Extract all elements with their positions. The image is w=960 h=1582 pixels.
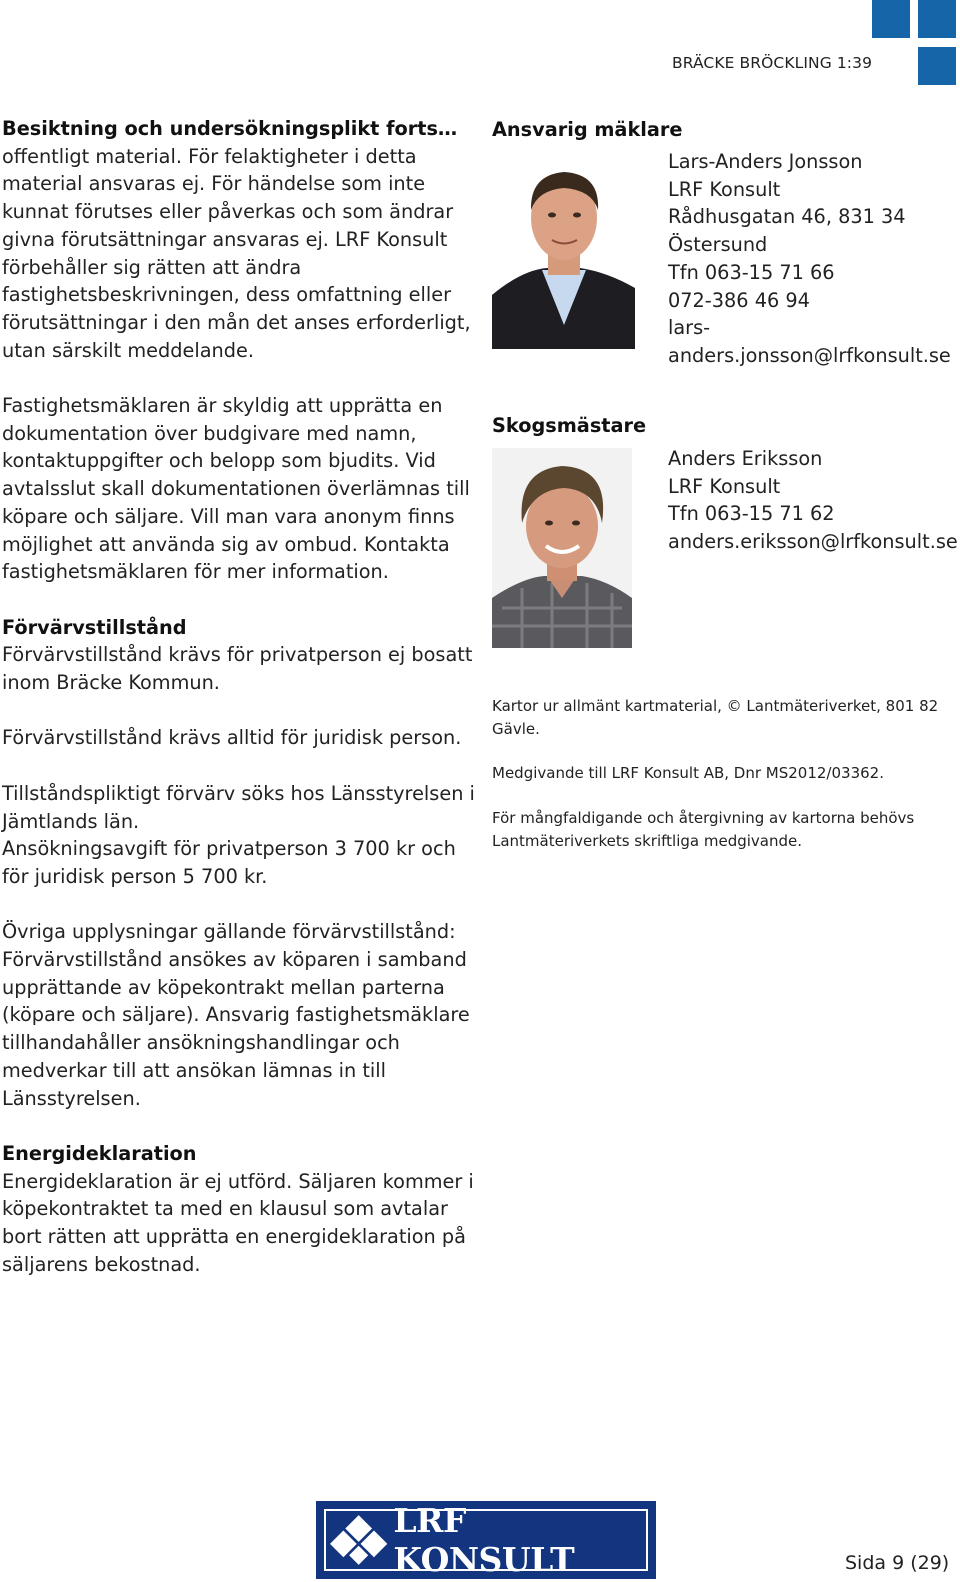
permit-paragraph-1: [2, 641, 472, 696]
text-line: för juridisk person 5 700 kr.: [2, 864, 268, 888]
text-line: Jämtlands län.: [2, 809, 140, 833]
map-credit-paragraph-1: [492, 695, 957, 740]
text-line: avtalsslut skall dokumentationen överlämnas till: [2, 477, 470, 501]
forester-photo: [492, 448, 632, 648]
broker-obligation-paragraph: [2, 392, 472, 586]
map-credit-paragraph-2: [492, 762, 957, 785]
text-line: förutsättningar i den mån det anses erforderligt,: [2, 310, 471, 334]
forester-company: LRF Konsult: [668, 474, 781, 498]
text-line: material ansvaras ej. För händelse som inte: [2, 172, 426, 196]
text-line: säljarens bekostnad.: [2, 1252, 201, 1276]
text-line: medverkar till att ansökan lämnas in till: [2, 1058, 386, 1082]
text-line: kunnat förutses eller påverkas och som ändrar: [2, 200, 454, 224]
energy-paragraph: [2, 1168, 472, 1279]
permit-paragraph-4: [2, 918, 472, 1112]
header-square-1: [872, 0, 910, 38]
header-square-2: [918, 0, 956, 38]
broker-email-part-2[interactable]: anders.jonsson@lrfkonsult.se: [668, 343, 951, 367]
energy-heading: Energideklaration: [2, 1141, 197, 1165]
text-line: upprättande av köpekontrakt mellan parterna: [2, 975, 445, 999]
forester-contact: [668, 445, 958, 556]
forester-label: Skogsmästare: [492, 414, 647, 437]
text-line: För mångfaldigande och återgivning av kartorna behövs: [492, 809, 915, 827]
text-line: Förvärvstillstånd krävs för privatperson ej bosatt: [2, 643, 473, 667]
text-line: tillhandahåller ansökningshandlingar och: [2, 1031, 400, 1055]
forester-email[interactable]: anders.eriksson@lrfkonsult.se: [668, 530, 958, 554]
broker-email-part-1[interactable]: lars-: [668, 316, 711, 340]
text-line: möjlighet att använda sig av ombud. Kontakta: [2, 532, 450, 556]
permit-heading: Förvärvstillstånd: [2, 615, 187, 639]
text-line: Lantmäteriverkets skriftliga medgivande.: [492, 831, 802, 850]
clover-diamond-icon: [330, 1510, 387, 1570]
text-line: Tillståndspliktigt förvärv söks hos Länsstyrelsen i: [2, 781, 475, 805]
left-column: [2, 115, 475, 1278]
text-line: offentligt material. För felaktigheter i detta: [2, 144, 417, 168]
broker-label: Ansvarig mäklare: [492, 118, 683, 141]
text-line: Gävle.: [492, 719, 540, 738]
forester-name: Anders Eriksson: [668, 447, 823, 470]
forester-phone: Tfn 063-15 71 62: [668, 502, 835, 526]
broker-contact: [668, 148, 958, 370]
text-line: Energideklaration är ej utförd. Säljaren kommer i: [2, 1169, 474, 1193]
inspection-paragraph: [2, 143, 472, 365]
document-header-title: BRÄCKE BRÖCKLING 1:39: [672, 54, 873, 72]
text-line: bort rätten att upprätta en energideklaration på: [2, 1225, 466, 1249]
text-line: köpekontraktet ta med en klausul som avtalar: [2, 1197, 448, 1221]
text-line: fastighetsbeskrivningen, dess omfattning eller: [2, 283, 452, 307]
permit-paragraph-2: [2, 724, 472, 752]
permit-paragraph-3: [2, 780, 475, 891]
text-line: inom Bräcke Kommun.: [2, 671, 220, 695]
broker-city: Östersund: [668, 233, 768, 257]
header-square-3: [918, 47, 956, 85]
text-line: förbehåller sig rätten att ändra: [2, 255, 302, 279]
lrf-konsult-logo: [316, 1501, 656, 1579]
text-line: (köpare och säljare). Ansvarig fastighetsmäklare: [2, 1003, 470, 1027]
map-credit-paragraph-3: [492, 807, 957, 852]
broker-mobile: 072-386 46 94: [668, 288, 810, 312]
inspection-heading: Besiktning och undersökningsplikt forts…: [2, 117, 458, 140]
text-line: Länsstyrelsen.: [2, 1086, 141, 1110]
text-line: Kartor ur allmänt kartmaterial, © Lantmäteriverket, 801 82: [492, 697, 939, 715]
logo-text: LRF KONSULT: [393, 1501, 575, 1579]
broker-company: LRF Konsult: [668, 177, 781, 201]
text-line: utan särskilt meddelande.: [2, 338, 254, 362]
broker-phone: Tfn 063-15 71 66: [668, 260, 835, 284]
text-line: Övriga upplysningar gällande förvärvstillstånd:: [2, 920, 456, 944]
broker-name: Lars-Anders Jonsson: [668, 150, 863, 173]
page-number: Sida 9 (29): [845, 1552, 950, 1574]
text-line: dokumentation över budgivare med namn,: [2, 421, 417, 445]
text-line: fastighetsmäklaren för mer information.: [2, 560, 389, 584]
text-line: köpare och säljare. Vill man vara anonym finns: [2, 504, 455, 528]
text-line: Förvärvstillstånd ansökes av köparen i samband: [2, 948, 467, 972]
text-line: Medgivande till LRF Konsult AB, Dnr MS2012/03362.: [492, 764, 884, 782]
broker-photo: [492, 150, 635, 349]
text-line: Förvärvstillstånd krävs alltid för juridisk person.: [2, 726, 462, 750]
text-line: Ansökningsavgift för privatperson 3 700 kr och: [2, 837, 456, 861]
text-line: kontaktuppgifter och belopp som bjudits. Vid: [2, 449, 436, 473]
broker-address: Rådhusgatan 46, 831 34: [668, 205, 906, 229]
text-line: Fastighetsmäklaren är skyldig att upprätta en: [2, 394, 443, 418]
text-line: givna förutsättningar ansvaras ej. LRF Konsult: [2, 227, 448, 251]
